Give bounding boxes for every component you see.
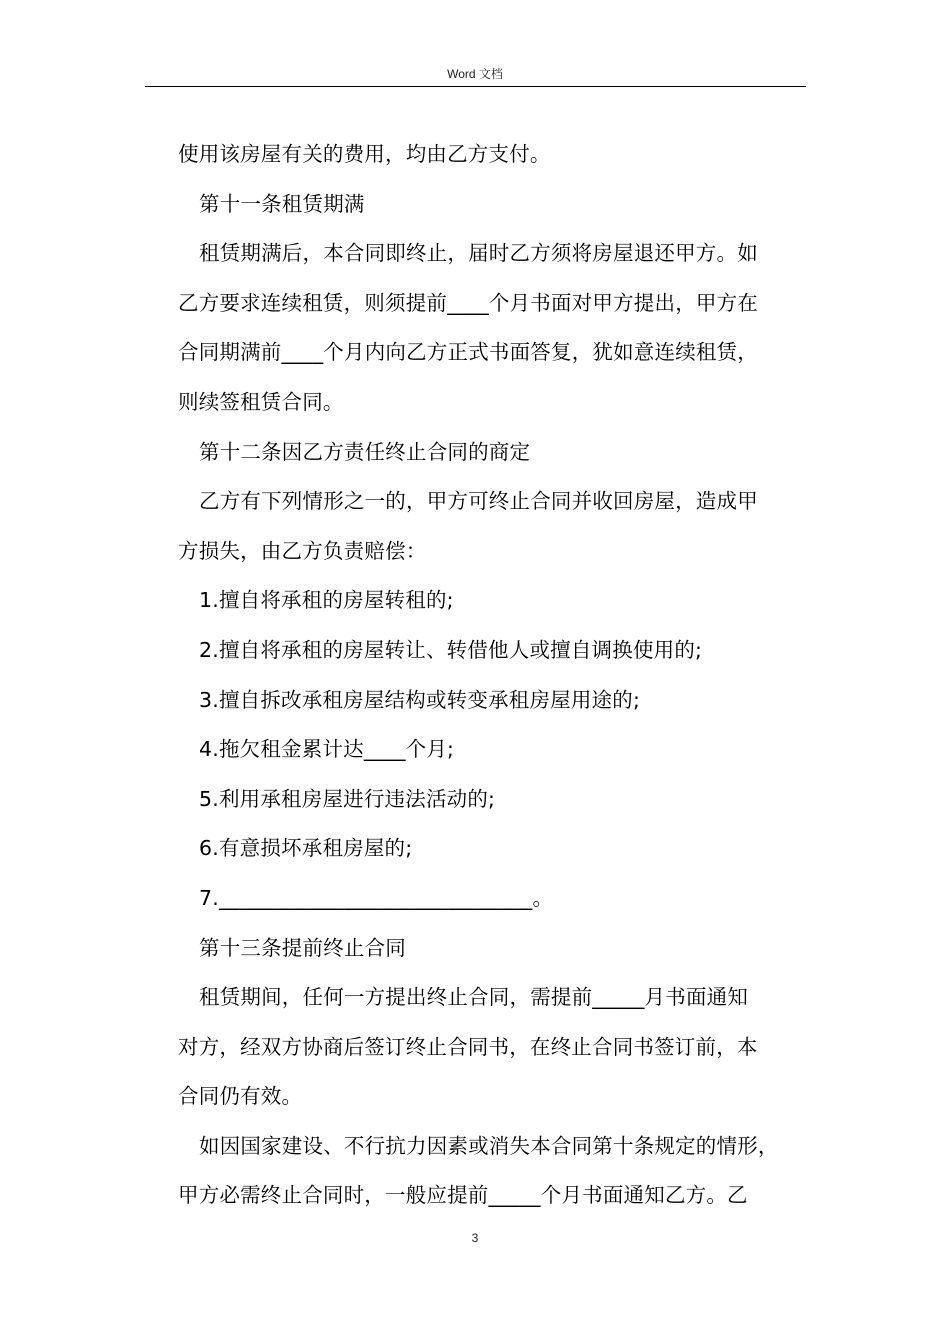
page-number: 3 <box>471 1231 479 1245</box>
paragraph-line: 使用该房屋有关的费用，均由乙方支付。 <box>178 142 551 166</box>
list-item: 3.擅自拆改承租房屋结构或转变承租房屋用途的; <box>199 687 641 712</box>
list-item: 5.利用承租房屋进行违法活动的; <box>199 786 496 811</box>
header-divider <box>145 86 806 87</box>
paragraph-line: 对方，经双方协商后签订终止合同书，在终止合同书签订前，本 <box>178 1034 758 1059</box>
list-item: 7.______________________________。 <box>199 885 554 910</box>
paragraph-line: 则续签租赁合同。 <box>178 389 344 414</box>
section-heading-13: 第十三条提前终止合同 <box>199 935 406 960</box>
list-item: 1.擅自将承租的房屋转租的; <box>199 588 454 613</box>
paragraph-line: 租赁期间，任何一方提出终止合同，需提前_____月书面通知 <box>199 985 749 1010</box>
list-item: 2.擅自将承租的房屋转让、转借他人或擅自调换使用的; <box>199 637 703 662</box>
section-heading-11: 第十一条租赁期满 <box>199 191 365 216</box>
paragraph-line: 合同仍有效。 <box>178 1084 303 1109</box>
page-header-title: Word 文档 <box>447 67 503 81</box>
list-item: 4.拖欠租金累计达____个月; <box>199 737 455 762</box>
paragraph-line: 如因国家建设、不行抗力因素或消失本合同第十条规定的情形， <box>199 1133 779 1158</box>
paragraph-line: 乙方有下列情形之一的，甲方可终止合同并收回房屋，造成甲 <box>199 489 758 514</box>
section-heading-12: 第十二条因乙方责任终止合同的商定 <box>199 439 531 464</box>
list-item: 6.有意损坏承租房屋的; <box>199 836 413 861</box>
paragraph-line: 乙方要求连续租赁，则须提前____个月书面对甲方提出，甲方在 <box>178 290 758 315</box>
document-body <box>178 130 808 1221</box>
paragraph-line: 合同期满前____个月内向乙方正式书面答复，犹如意连续租赁， <box>178 340 758 365</box>
paragraph-line: 租赁期满后，本合同即终止，届时乙方须将房屋退还甲方。如 <box>199 241 758 266</box>
paragraph-line: 方损失，由乙方负责赔偿： <box>178 538 427 563</box>
paragraph-line: 甲方必需终止合同时，一般应提前_____个月书面通知乙方。乙 <box>178 1183 748 1208</box>
